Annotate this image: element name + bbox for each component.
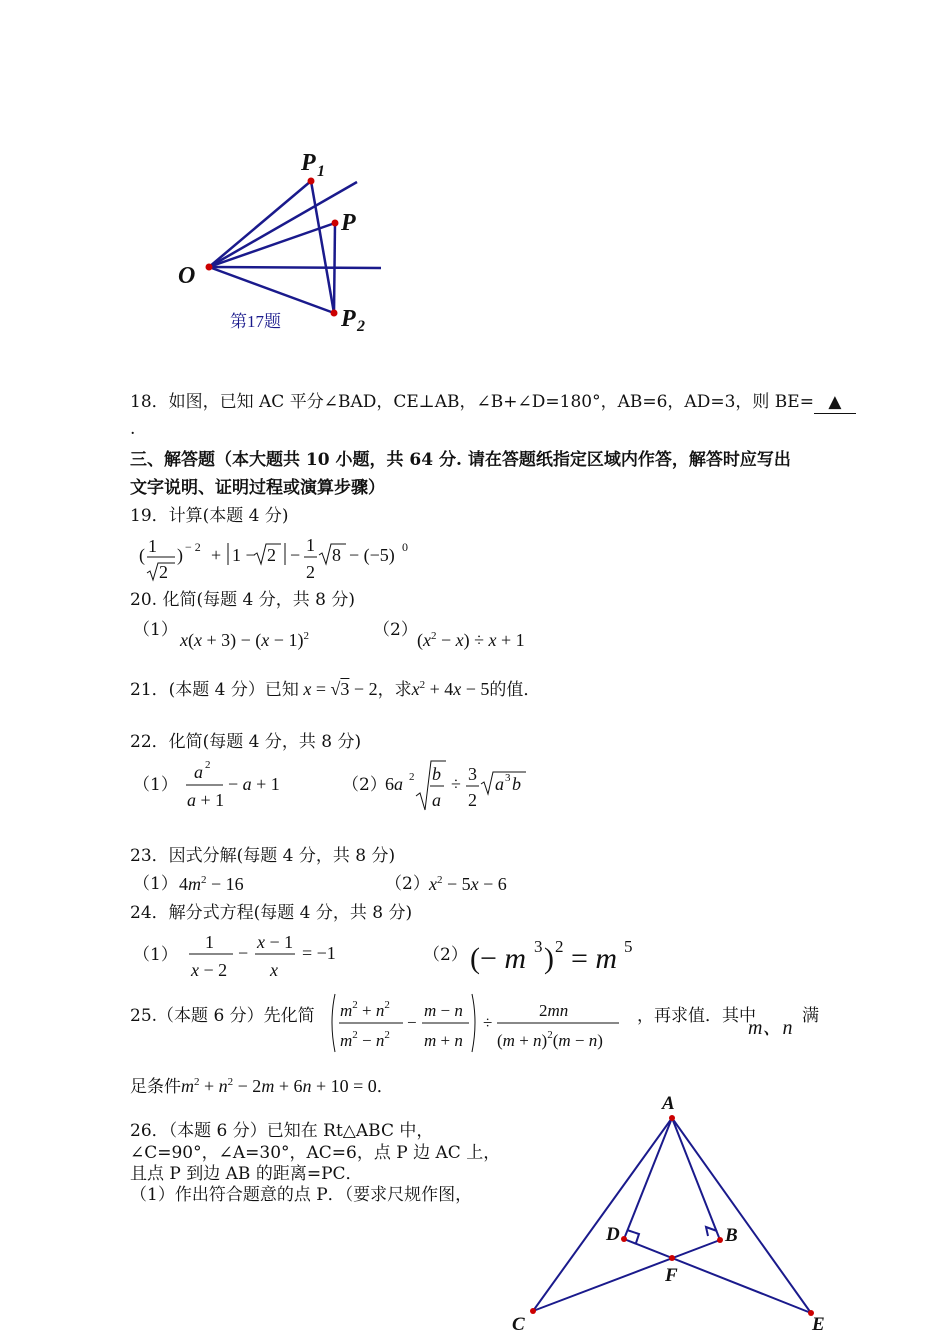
label-p2-sub: 2 xyxy=(357,318,365,335)
svg-text:a: a xyxy=(432,790,441,810)
question-23-title: 23．因式分解(每题 4 分，共 8 分) xyxy=(130,846,396,866)
svg-text:): ) xyxy=(544,942,554,975)
label-b: B xyxy=(725,1225,738,1246)
question-18 xyxy=(130,391,856,414)
label-p1-sub: 1 xyxy=(317,163,325,180)
svg-text:2: 2 xyxy=(267,545,276,565)
question-25-condition: $m^2 + n^2 - 2m + 6n + 10 = 0$ xyxy=(181,1076,377,1096)
svg-text:2: 2 xyxy=(205,759,211,771)
question-25-suffix: ，再求值．其中 xyxy=(637,1006,756,1026)
svg-text:m + n: m + n xyxy=(424,1031,463,1050)
question-21-middle: ，求 xyxy=(377,680,412,700)
svg-text:2: 2 xyxy=(468,790,477,810)
label-p1: P xyxy=(301,150,316,176)
point-f xyxy=(669,1255,675,1261)
question-22-title: 22．化简(每题 4 分，共 8 分) xyxy=(130,732,362,752)
svg-text:2mn: 2mn xyxy=(539,1001,569,1020)
question-23-part2-expression: $x^2 - 5x - 6$ xyxy=(429,874,507,894)
svg-text:x − 1: x − 1 xyxy=(257,932,294,952)
point-d xyxy=(621,1236,627,1242)
label-p: P xyxy=(341,210,356,236)
question-23-part2-label: （2） xyxy=(385,874,430,894)
question-21 xyxy=(130,674,540,701)
svg-text:x − 2: x − 2 xyxy=(191,960,228,980)
question-26-line2: ∠C=90°，∠A=30°，AC=6，点 P 边 AC 上， xyxy=(130,1143,501,1163)
question-26-line4: （1）作出符合题意的点 P．（要求尺规作图， xyxy=(130,1185,473,1205)
svg-text:2: 2 xyxy=(306,562,315,582)
svg-text:3: 3 xyxy=(505,772,511,784)
question-25-tail: 满 xyxy=(802,1006,819,1026)
label-c: C xyxy=(512,1314,525,1335)
question-25-vars: m、n xyxy=(748,1017,793,1039)
question-20-part2-expression: $(x^2 - x) \div x + 1$ xyxy=(417,630,525,650)
svg-text:2: 2 xyxy=(555,937,564,956)
svg-text:−: − xyxy=(407,1013,417,1032)
label-a: A xyxy=(662,1093,675,1114)
label-d: D xyxy=(606,1224,620,1245)
question-22-part1-label: （1） xyxy=(133,775,178,795)
svg-text:− 2: − 2 xyxy=(185,540,201,554)
svg-text:= −1: = −1 xyxy=(302,943,336,963)
question-18-text: 18．如图，已知 AC 平分∠BAD，CE⊥AB，∠B+∠D=180°，AB=6，AD=3，则 BE= xyxy=(130,392,814,412)
question-25-expression xyxy=(327,990,627,1056)
svg-text:0: 0 xyxy=(402,540,408,554)
svg-text:x: x xyxy=(270,960,278,980)
question-23-part1-expression: $4m^2 - 16$ xyxy=(179,874,244,894)
question-20-part1-label: （1） xyxy=(133,620,178,640)
svg-text:(− m: (− m xyxy=(470,942,527,975)
point-a xyxy=(669,1115,675,1121)
svg-text:2: 2 xyxy=(409,771,415,783)
svg-text:1: 1 xyxy=(306,535,315,555)
svg-text:1 −: 1 − xyxy=(232,545,256,565)
svg-text:(m + n)2(m − n): $(m + n)^2(m - n)$ xyxy=(497,1029,603,1050)
question-22-part2-label: （2） xyxy=(342,775,387,795)
svg-text:): ) xyxy=(177,545,183,565)
answer-blank: ▲ xyxy=(814,391,856,414)
label-o: O xyxy=(178,263,196,289)
svg-text:3: 3 xyxy=(534,937,543,956)
question-21-prefix: 21．(本题 4 分）已知 xyxy=(130,680,299,700)
question-26-line3: 且点 P 到边 AB 的距离=PC． xyxy=(130,1164,363,1184)
svg-text:− (−5): − (−5) xyxy=(349,545,395,565)
label-f: F xyxy=(665,1265,678,1286)
figure-17-caption: 第17题 xyxy=(230,312,281,331)
svg-text:b: b xyxy=(512,774,521,794)
question-20-title: 20. 化简(每题 4 分，共 8 分) xyxy=(130,590,355,610)
question-22-part1-expression xyxy=(183,756,293,812)
svg-text:+: + xyxy=(211,545,222,565)
point-c xyxy=(530,1308,536,1314)
svg-text:− a + 1: − a + 1 xyxy=(228,774,280,794)
question-24-part2-expression xyxy=(468,928,648,978)
question-20-part2-label: （2） xyxy=(373,620,418,640)
svg-text:2: 2 xyxy=(159,562,168,582)
svg-text:= m: = m xyxy=(571,942,618,975)
svg-text:(: ( xyxy=(139,545,145,565)
svg-text:a: a xyxy=(194,762,203,782)
question-25-line2-text: 足条件 xyxy=(130,1077,181,1097)
svg-text:3: 3 xyxy=(468,764,477,784)
question-19-title: 19．计算(本题 4 分) xyxy=(130,506,289,526)
question-25-line2: 足条件$m^2 + n^2 - 2m + 6n + 10 = 0$． xyxy=(130,1076,394,1097)
section-3-heading-line1: 三、解答题（本大题共 10 小题，共 64 分. 请在答题纸指定区域内作答，解答时应写出 xyxy=(130,450,791,470)
question-21-condition: x = √3 − 2 xyxy=(303,679,378,699)
svg-text:m2 − n2: $m^2 - n^2$ xyxy=(340,1029,390,1050)
svg-text:1: 1 xyxy=(148,536,157,556)
svg-text:1: 1 xyxy=(205,932,214,952)
question-23-part1-label: （1） xyxy=(133,874,178,894)
svg-text:a: a xyxy=(495,774,504,794)
question-24-part1-expression xyxy=(185,926,365,982)
figure-17 xyxy=(170,140,400,340)
svg-text:÷: ÷ xyxy=(451,774,461,794)
svg-text:6a: 6a xyxy=(385,774,403,794)
point-p1 xyxy=(308,178,315,185)
figure-26 xyxy=(500,1088,840,1342)
point-b xyxy=(717,1237,723,1243)
svg-text:−: − xyxy=(290,545,301,565)
question-18-period: . xyxy=(130,419,136,439)
question-20-part1-expression: $x(x + 3) - (x - 1)^2$ xyxy=(180,630,309,650)
question-26-line1: 26．（本题 6 分）已知在 Rt△ABC 中， xyxy=(130,1121,434,1141)
svg-text:÷: ÷ xyxy=(483,1013,493,1032)
point-p2 xyxy=(331,310,338,317)
question-24-title: 24．解分式方程(每题 4 分，共 8 分) xyxy=(130,903,413,923)
svg-text:m2 + n2: $m^2 + n^2$ xyxy=(340,999,390,1020)
svg-text:5: 5 xyxy=(624,937,633,956)
svg-text:b: b xyxy=(432,764,441,784)
question-19-expression xyxy=(135,532,435,584)
point-o xyxy=(206,264,213,271)
svg-text:−: − xyxy=(238,943,249,963)
svg-text:a + 1: a + 1 xyxy=(187,790,225,810)
question-24-part1-label: （1） xyxy=(133,945,178,965)
question-25-prefix: 25.（本题 6 分）先化简 xyxy=(130,1006,315,1026)
question-24-part2-label: （2） xyxy=(423,945,468,965)
section-3-heading-line2: 文字说明、证明过程或演算步骤） xyxy=(130,478,385,498)
svg-text:8: 8 xyxy=(332,545,341,565)
svg-text:m − n: m − n xyxy=(424,1001,463,1020)
label-e: E xyxy=(812,1314,825,1335)
label-p2: P xyxy=(341,306,356,332)
question-21-target: $x^2 + 4x - 5$ xyxy=(411,679,490,699)
point-p xyxy=(332,220,339,227)
question-21-suffix: 的值． xyxy=(489,680,541,700)
question-22-part2-expression xyxy=(383,756,543,814)
